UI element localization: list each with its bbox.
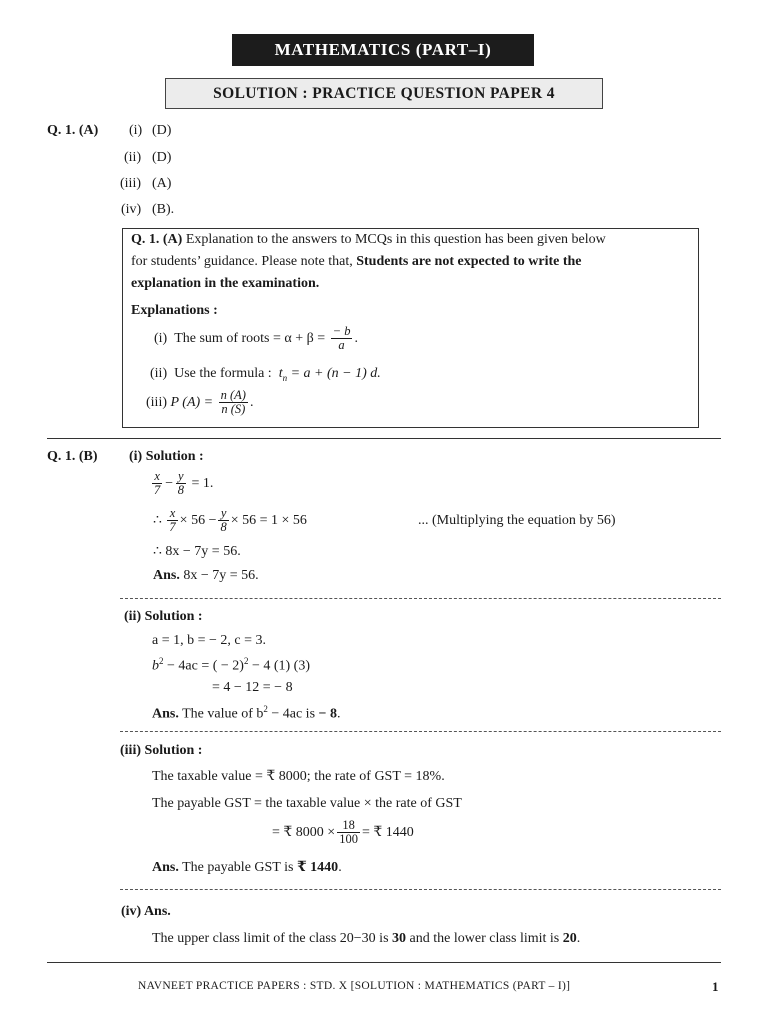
footer-divider	[47, 962, 721, 963]
q1b-part3-answer: Ans. The payable GST is ₹ 1440.	[152, 860, 342, 875]
q1b-part3-line2: The payable GST = the taxable value × the rate of GST	[152, 796, 462, 811]
q1b-part2-line1: a = 1, b = − 2, c = 3.	[152, 633, 267, 648]
q1a-num-1: (i)	[129, 123, 143, 138]
box-line-2: for students’ guidance. Please note that, Students are not expected to write the	[131, 254, 582, 269]
dashed-divider-2	[120, 731, 721, 732]
q1a-ans-2: (D)	[152, 150, 172, 165]
q1b-part1-note: ... (Multiplying the equation by 56)	[418, 513, 616, 528]
q1b-part2-answer: Ans. The value of $b^2 - 4ac$ is − 8.	[152, 704, 341, 722]
q1a-ans-1: (D)	[152, 123, 172, 138]
q1b-part1-heading: (i) Solution :	[129, 449, 204, 464]
dashed-divider-1	[120, 598, 721, 599]
q1b-label: Q. 1. (B)	[47, 449, 98, 464]
q1a-ans-4: (B).	[152, 202, 175, 217]
q1b-part2-line3: = 4 − 12 = − 8	[212, 680, 293, 695]
explanations-heading: Explanations :	[131, 303, 218, 318]
q1b-part1-line2: ∴ $\frac{x}{7}$ × 56 − $\frac{y}{8}$ × 56 = 1 × 56	[153, 506, 307, 535]
q1b-part2-line2: $b^2 - 4ac$ = ( − 2)$^2$ − 4 (1) (3)	[152, 656, 310, 674]
q1b-part1-answer: Ans. 8x − 7y = 56.	[153, 568, 259, 583]
q1b-part4-line1: The upper class limit of the class 20−30 is 30 and the lower class limit is 20.	[152, 931, 581, 946]
q1a-num-2: (ii)	[124, 150, 142, 165]
box-line-1: Q. 1. (A) Explanation to the answers to MCQs in this question has been given below	[131, 232, 606, 247]
q1a-num-4: (iv)	[121, 202, 142, 217]
q1a-ans-3: (A)	[152, 176, 172, 191]
q1a-num-3: (iii)	[120, 176, 141, 191]
q1b-part3-line1: The taxable value = ₹ 8000; the rate of GST = 18%.	[152, 769, 445, 784]
q1a-label: Q. 1. (A)	[47, 123, 99, 138]
q1b-part4-heading: (iv) Ans.	[121, 904, 171, 919]
q1b-part3-heading: (iii) Solution :	[120, 743, 203, 758]
page-subtitle: SOLUTION : PRACTICE QUESTION PAPER 4	[165, 78, 603, 109]
box-line-3: explanation in the examination.	[131, 276, 320, 291]
section-divider-1	[47, 438, 721, 439]
q1b-part3-line3: = ₹ 8000 × $\frac{18}{100}$ = ₹ 1440	[272, 818, 414, 847]
page-title: MATHEMATICS (PART–I)	[232, 34, 534, 66]
q1b-part1-line1: $\frac{x}{7}$ − $\frac{y}{8}$ = 1.	[154, 469, 214, 498]
explanation-3: (iii) P (A) = $\frac{n (A)}{n (S)}$ .	[146, 388, 254, 417]
page-number: 1	[712, 979, 719, 994]
q1b-part2-heading: (ii) Solution :	[124, 609, 203, 624]
dashed-divider-3	[120, 889, 721, 890]
explanation-1: (i) The sum of roots = α + β = $\frac{- b}{a}$ .	[154, 324, 358, 353]
q1b-part1-line3: ∴ 8x − 7y = 56.	[153, 544, 241, 559]
footer-text: NAVNEET PRACTICE PAPERS : STD. X [SOLUTION : MATHEMATICS (PART – I)]	[138, 980, 571, 992]
explanation-2: (ii) Use the formula : $t_n = a + (n - 1)$ d.	[150, 366, 381, 383]
